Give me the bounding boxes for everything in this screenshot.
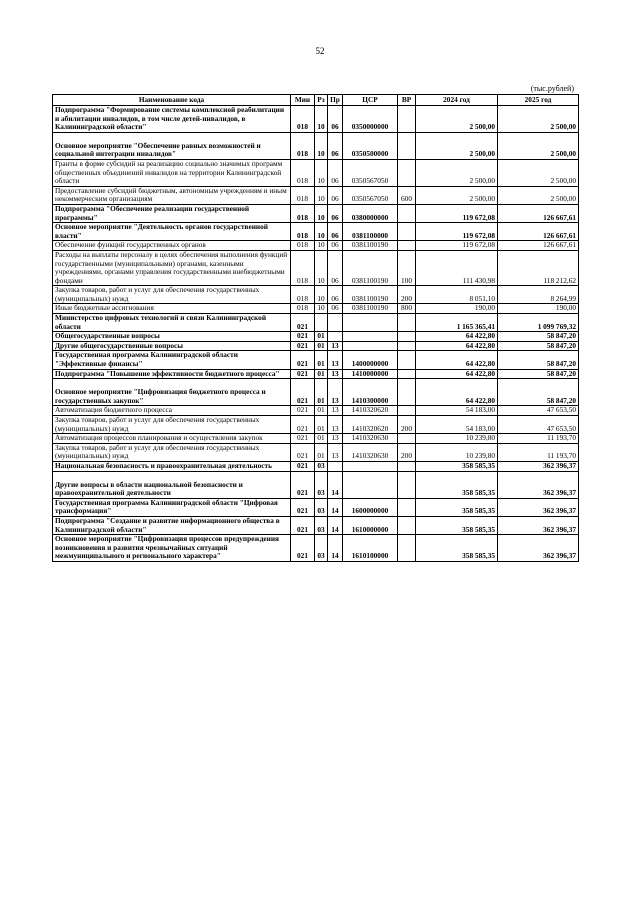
cell-2024: 119 672,08 bbox=[416, 204, 498, 222]
cell-2025: 362 396,37 bbox=[498, 535, 579, 562]
cell-min: 021 bbox=[291, 498, 315, 516]
cell-min: 021 bbox=[291, 332, 315, 342]
cell-2025: 58 847,20 bbox=[498, 369, 579, 379]
cell-min: 018 bbox=[291, 106, 315, 133]
cell-min: 021 bbox=[291, 416, 315, 434]
table-row bbox=[53, 314, 579, 332]
cell-pr: 13 bbox=[328, 351, 343, 369]
cell-2025: 362 396,37 bbox=[498, 471, 579, 498]
cell-vr bbox=[398, 223, 416, 241]
cell-2025: 11 193,70 bbox=[498, 434, 579, 444]
cell-csr: 0350567050 bbox=[343, 186, 398, 204]
cell-rz: 03 bbox=[315, 535, 328, 562]
cell-vr bbox=[398, 434, 416, 444]
table-row bbox=[53, 516, 579, 534]
cell-name: Автоматизация процессов планирования и осуществления закупок bbox=[53, 434, 291, 444]
cell-csr: 1600000000 bbox=[343, 498, 398, 516]
cell-name: Подпрограмма "Формирование системы комплексной реабилитации и абилитации инвалидов, в том числе детей-инвалидов, в Калининградской области" bbox=[53, 106, 291, 133]
cell-min: 018 bbox=[291, 132, 315, 159]
cell-2025: 362 396,37 bbox=[498, 498, 579, 516]
cell-csr bbox=[343, 461, 398, 471]
cell-rz: 01 bbox=[315, 341, 328, 351]
header-rz: Рз bbox=[315, 95, 328, 106]
cell-pr: 13 bbox=[328, 406, 343, 416]
cell-2025: 362 396,37 bbox=[498, 461, 579, 471]
cell-name: Другие вопросы в области национальной безопасности и правоохранительной деятельности bbox=[53, 471, 291, 498]
table-row bbox=[53, 132, 579, 159]
cell-name: Подпрограмма "Повышение эффективности бюджетного процесса" bbox=[53, 369, 291, 379]
cell-2025: 2 500,00 bbox=[498, 159, 579, 186]
cell-2024: 10 239,80 bbox=[416, 443, 498, 461]
cell-rz: 10 bbox=[315, 132, 328, 159]
cell-vr bbox=[398, 461, 416, 471]
cell-csr: 1610100000 bbox=[343, 535, 398, 562]
table-row bbox=[53, 159, 579, 186]
cell-pr: 14 bbox=[328, 535, 343, 562]
cell-2025: 8 264,99 bbox=[498, 286, 579, 304]
cell-pr: 06 bbox=[328, 304, 343, 314]
cell-2024: 2 500,00 bbox=[416, 106, 498, 133]
header-2025: 2025 год bbox=[498, 95, 579, 106]
cell-vr bbox=[398, 159, 416, 186]
cell-2024: 8 051,10 bbox=[416, 286, 498, 304]
cell-csr bbox=[343, 341, 398, 351]
cell-2025: 126 667,61 bbox=[498, 223, 579, 241]
cell-min: 018 bbox=[291, 241, 315, 251]
cell-pr: 06 bbox=[328, 241, 343, 251]
cell-csr: 0381100190 bbox=[343, 241, 398, 251]
cell-name: Закупка товаров, работ и услуг для обеспечения государственных (муниципальных) нужд bbox=[53, 443, 291, 461]
cell-min: 021 bbox=[291, 516, 315, 534]
cell-name: Закупка товаров, работ и услуг для обеспечения государственных (муниципальных) нужд bbox=[53, 286, 291, 304]
cell-csr: 0380000000 bbox=[343, 204, 398, 222]
cell-name: Автоматизация бюджетного процесса bbox=[53, 406, 291, 416]
cell-vr bbox=[398, 406, 416, 416]
table-row bbox=[53, 369, 579, 379]
table-row bbox=[53, 535, 579, 562]
cell-name: Национальная безопасность и правоохранительная деятельность bbox=[53, 461, 291, 471]
cell-2024: 119 672,08 bbox=[416, 241, 498, 251]
cell-pr: 06 bbox=[328, 132, 343, 159]
cell-name: Подпрограмма "Создание и развитие информационного общества в Калининградской области" bbox=[53, 516, 291, 534]
cell-vr: 800 bbox=[398, 304, 416, 314]
cell-rz bbox=[315, 314, 328, 332]
cell-csr: 1410320630 bbox=[343, 434, 398, 444]
cell-min: 021 bbox=[291, 379, 315, 406]
cell-name: Государственная программа Калининградской области "Эффективные финансы" bbox=[53, 351, 291, 369]
cell-pr: 14 bbox=[328, 516, 343, 534]
cell-2025: 11 193,70 bbox=[498, 443, 579, 461]
cell-vr bbox=[398, 516, 416, 534]
cell-vr: 100 bbox=[398, 250, 416, 285]
table-row bbox=[53, 434, 579, 444]
cell-pr: 06 bbox=[328, 286, 343, 304]
table-row bbox=[53, 186, 579, 204]
cell-rz: 10 bbox=[315, 250, 328, 285]
cell-pr: 06 bbox=[328, 106, 343, 133]
cell-rz: 10 bbox=[315, 186, 328, 204]
cell-vr bbox=[398, 132, 416, 159]
cell-csr: 1410300000 bbox=[343, 379, 398, 406]
cell-2024: 2 500,00 bbox=[416, 159, 498, 186]
cell-name: Общегосударственные вопросы bbox=[53, 332, 291, 342]
cell-rz: 01 bbox=[315, 332, 328, 342]
cell-2024: 358 585,35 bbox=[416, 535, 498, 562]
cell-min: 021 bbox=[291, 471, 315, 498]
table-row bbox=[53, 332, 579, 342]
page-number: 52 bbox=[315, 46, 325, 56]
cell-pr: 13 bbox=[328, 443, 343, 461]
cell-name: Расходы на выплаты персоналу в целях обеспечения выполнения функций государственными (муниципальными) органами, казенными учреждениями, органами управления государственными внебюджетными фондами bbox=[53, 250, 291, 285]
cell-2025: 58 847,20 bbox=[498, 332, 579, 342]
cell-name: Государственная программа Калининградской области "Цифровая трансформация" bbox=[53, 498, 291, 516]
table-row bbox=[53, 241, 579, 251]
cell-vr bbox=[398, 106, 416, 133]
cell-rz: 01 bbox=[315, 443, 328, 461]
cell-2024: 10 239,80 bbox=[416, 434, 498, 444]
cell-2024: 358 585,35 bbox=[416, 498, 498, 516]
units-label: (тыс.рублей) bbox=[530, 84, 574, 93]
cell-rz: 03 bbox=[315, 516, 328, 534]
cell-2024: 64 422,80 bbox=[416, 341, 498, 351]
cell-min: 021 bbox=[291, 369, 315, 379]
cell-vr: 200 bbox=[398, 416, 416, 434]
cell-vr bbox=[398, 314, 416, 332]
cell-rz: 03 bbox=[315, 498, 328, 516]
cell-csr: 0381100000 bbox=[343, 223, 398, 241]
table-row bbox=[53, 471, 579, 498]
cell-2025: 118 212,62 bbox=[498, 250, 579, 285]
cell-vr bbox=[398, 241, 416, 251]
table-body bbox=[53, 106, 579, 562]
cell-2025: 47 653,50 bbox=[498, 416, 579, 434]
cell-rz: 10 bbox=[315, 223, 328, 241]
table-row bbox=[53, 416, 579, 434]
cell-min: 021 bbox=[291, 351, 315, 369]
cell-min: 018 bbox=[291, 286, 315, 304]
cell-min: 021 bbox=[291, 461, 315, 471]
cell-pr bbox=[328, 461, 343, 471]
cell-csr: 0350000000 bbox=[343, 106, 398, 133]
cell-2025: 190,00 bbox=[498, 304, 579, 314]
cell-2024: 54 183,00 bbox=[416, 416, 498, 434]
table-row bbox=[53, 498, 579, 516]
table-row bbox=[53, 106, 579, 133]
cell-pr: 14 bbox=[328, 498, 343, 516]
table-row bbox=[53, 443, 579, 461]
cell-pr: 14 bbox=[328, 471, 343, 498]
cell-min: 021 bbox=[291, 406, 315, 416]
cell-csr: 0381100190 bbox=[343, 286, 398, 304]
cell-2025: 58 847,20 bbox=[498, 379, 579, 406]
cell-rz: 03 bbox=[315, 471, 328, 498]
header-2024: 2024 год bbox=[416, 95, 498, 106]
cell-2025: 58 847,20 bbox=[498, 351, 579, 369]
cell-2024: 111 430,98 bbox=[416, 250, 498, 285]
table-row bbox=[53, 250, 579, 285]
cell-name: Подпрограмма "Обеспечение реализации государственной программы" bbox=[53, 204, 291, 222]
cell-2024: 54 183,00 bbox=[416, 406, 498, 416]
cell-min: 018 bbox=[291, 159, 315, 186]
cell-2025: 58 847,20 bbox=[498, 341, 579, 351]
budget-table bbox=[52, 94, 579, 562]
cell-2024: 119 672,08 bbox=[416, 223, 498, 241]
cell-min: 018 bbox=[291, 304, 315, 314]
cell-csr: 1610000000 bbox=[343, 516, 398, 534]
table-header-row bbox=[53, 95, 579, 106]
header-vr: ВР bbox=[398, 95, 416, 106]
cell-pr: 13 bbox=[328, 434, 343, 444]
cell-pr: 06 bbox=[328, 223, 343, 241]
cell-2025: 2 500,00 bbox=[498, 186, 579, 204]
cell-name: Основное мероприятие "Цифровизация процессов предупреждения возникновения и развития чрезвычайных ситуаций межмуниципального и регионального характера" bbox=[53, 535, 291, 562]
cell-vr: 200 bbox=[398, 286, 416, 304]
cell-name: Предоставление субсидий бюджетным, автономным учреждениям и иным некоммерческим организациям bbox=[53, 186, 291, 204]
cell-min: 021 bbox=[291, 535, 315, 562]
cell-csr bbox=[343, 471, 398, 498]
cell-rz: 01 bbox=[315, 434, 328, 444]
cell-rz: 01 bbox=[315, 351, 328, 369]
cell-2025: 2 500,00 bbox=[498, 106, 579, 133]
cell-rz: 01 bbox=[315, 406, 328, 416]
cell-2024: 1 165 365,41 bbox=[416, 314, 498, 332]
cell-2025: 2 500,00 bbox=[498, 132, 579, 159]
cell-pr: 13 bbox=[328, 379, 343, 406]
cell-vr: 600 bbox=[398, 186, 416, 204]
cell-csr: 1410320620 bbox=[343, 416, 398, 434]
cell-rz: 01 bbox=[315, 416, 328, 434]
cell-min: 021 bbox=[291, 314, 315, 332]
cell-2025: 1 099 769,32 bbox=[498, 314, 579, 332]
cell-vr bbox=[398, 204, 416, 222]
cell-2024: 64 422,80 bbox=[416, 379, 498, 406]
cell-name: Основное мероприятие "Деятельность органов государственной власти" bbox=[53, 223, 291, 241]
cell-vr bbox=[398, 535, 416, 562]
cell-pr bbox=[328, 314, 343, 332]
cell-min: 021 bbox=[291, 443, 315, 461]
cell-vr bbox=[398, 332, 416, 342]
table-row bbox=[53, 351, 579, 369]
cell-vr bbox=[398, 379, 416, 406]
cell-vr bbox=[398, 341, 416, 351]
cell-rz: 10 bbox=[315, 286, 328, 304]
cell-csr bbox=[343, 314, 398, 332]
cell-rz: 01 bbox=[315, 369, 328, 379]
cell-rz: 10 bbox=[315, 204, 328, 222]
cell-pr: 13 bbox=[328, 416, 343, 434]
header-name: Наименование кода bbox=[53, 95, 291, 106]
cell-min: 021 bbox=[291, 434, 315, 444]
cell-2025: 362 396,37 bbox=[498, 516, 579, 534]
table-row bbox=[53, 461, 579, 471]
cell-2024: 358 585,35 bbox=[416, 461, 498, 471]
table-row bbox=[53, 204, 579, 222]
cell-pr: 13 bbox=[328, 369, 343, 379]
cell-2024: 190,00 bbox=[416, 304, 498, 314]
cell-csr: 1410320620 bbox=[343, 406, 398, 416]
cell-pr: 06 bbox=[328, 159, 343, 186]
cell-vr: 200 bbox=[398, 443, 416, 461]
cell-csr: 0350567050 bbox=[343, 159, 398, 186]
cell-2025: 126 667,61 bbox=[498, 241, 579, 251]
cell-csr: 1410320630 bbox=[343, 443, 398, 461]
cell-2025: 47 653,50 bbox=[498, 406, 579, 416]
table-row bbox=[53, 379, 579, 406]
cell-2024: 64 422,80 bbox=[416, 369, 498, 379]
cell-2024: 2 500,00 bbox=[416, 132, 498, 159]
cell-rz: 10 bbox=[315, 159, 328, 186]
cell-name: Министерство цифровых технологий и связи Калининградской области bbox=[53, 314, 291, 332]
header-csr: ЦСР bbox=[343, 95, 398, 106]
cell-rz: 10 bbox=[315, 106, 328, 133]
cell-vr bbox=[398, 369, 416, 379]
cell-min: 018 bbox=[291, 223, 315, 241]
cell-csr: 0350500000 bbox=[343, 132, 398, 159]
cell-csr bbox=[343, 332, 398, 342]
cell-name: Закупка товаров, работ и услуг для обеспечения государственных (муниципальных) нужд bbox=[53, 416, 291, 434]
cell-vr bbox=[398, 351, 416, 369]
cell-name: Иные бюджетные ассигнования bbox=[53, 304, 291, 314]
header-min: Мин bbox=[291, 95, 315, 106]
cell-min: 018 bbox=[291, 186, 315, 204]
cell-name: Основное мероприятие "Обеспечение равных возможностей и социальной интеграции инвалидов" bbox=[53, 132, 291, 159]
cell-2025: 126 667,61 bbox=[498, 204, 579, 222]
cell-2024: 64 422,80 bbox=[416, 351, 498, 369]
cell-rz: 01 bbox=[315, 379, 328, 406]
cell-csr: 0381100190 bbox=[343, 304, 398, 314]
cell-pr bbox=[328, 332, 343, 342]
cell-rz: 03 bbox=[315, 461, 328, 471]
cell-2024: 64 422,80 bbox=[416, 332, 498, 342]
cell-name: Гранты в форме субсидий на реализацию социально значимых программ общественных объединений инвалидов на территории Калининградской области bbox=[53, 159, 291, 186]
cell-vr bbox=[398, 471, 416, 498]
cell-csr: 0381100190 bbox=[343, 250, 398, 285]
cell-2024: 358 585,35 bbox=[416, 516, 498, 534]
cell-2024: 358 585,35 bbox=[416, 471, 498, 498]
cell-name: Основное мероприятие "Цифровизация бюджетного процесса и государственных закупок" bbox=[53, 379, 291, 406]
cell-pr: 06 bbox=[328, 186, 343, 204]
cell-rz: 10 bbox=[315, 241, 328, 251]
header-pr: Пр bbox=[328, 95, 343, 106]
cell-min: 018 bbox=[291, 204, 315, 222]
cell-csr: 1410000000 bbox=[343, 369, 398, 379]
cell-vr bbox=[398, 498, 416, 516]
cell-name: Другие общегосударственные вопросы bbox=[53, 341, 291, 351]
cell-csr: 1400000000 bbox=[343, 351, 398, 369]
table-row bbox=[53, 223, 579, 241]
cell-min: 021 bbox=[291, 341, 315, 351]
cell-pr: 13 bbox=[328, 341, 343, 351]
cell-pr: 06 bbox=[328, 204, 343, 222]
cell-2024: 2 500,00 bbox=[416, 186, 498, 204]
cell-rz: 10 bbox=[315, 304, 328, 314]
table-row bbox=[53, 286, 579, 304]
cell-min: 018 bbox=[291, 250, 315, 285]
cell-pr: 06 bbox=[328, 250, 343, 285]
cell-name: Обеспечение функций государственных органов bbox=[53, 241, 291, 251]
